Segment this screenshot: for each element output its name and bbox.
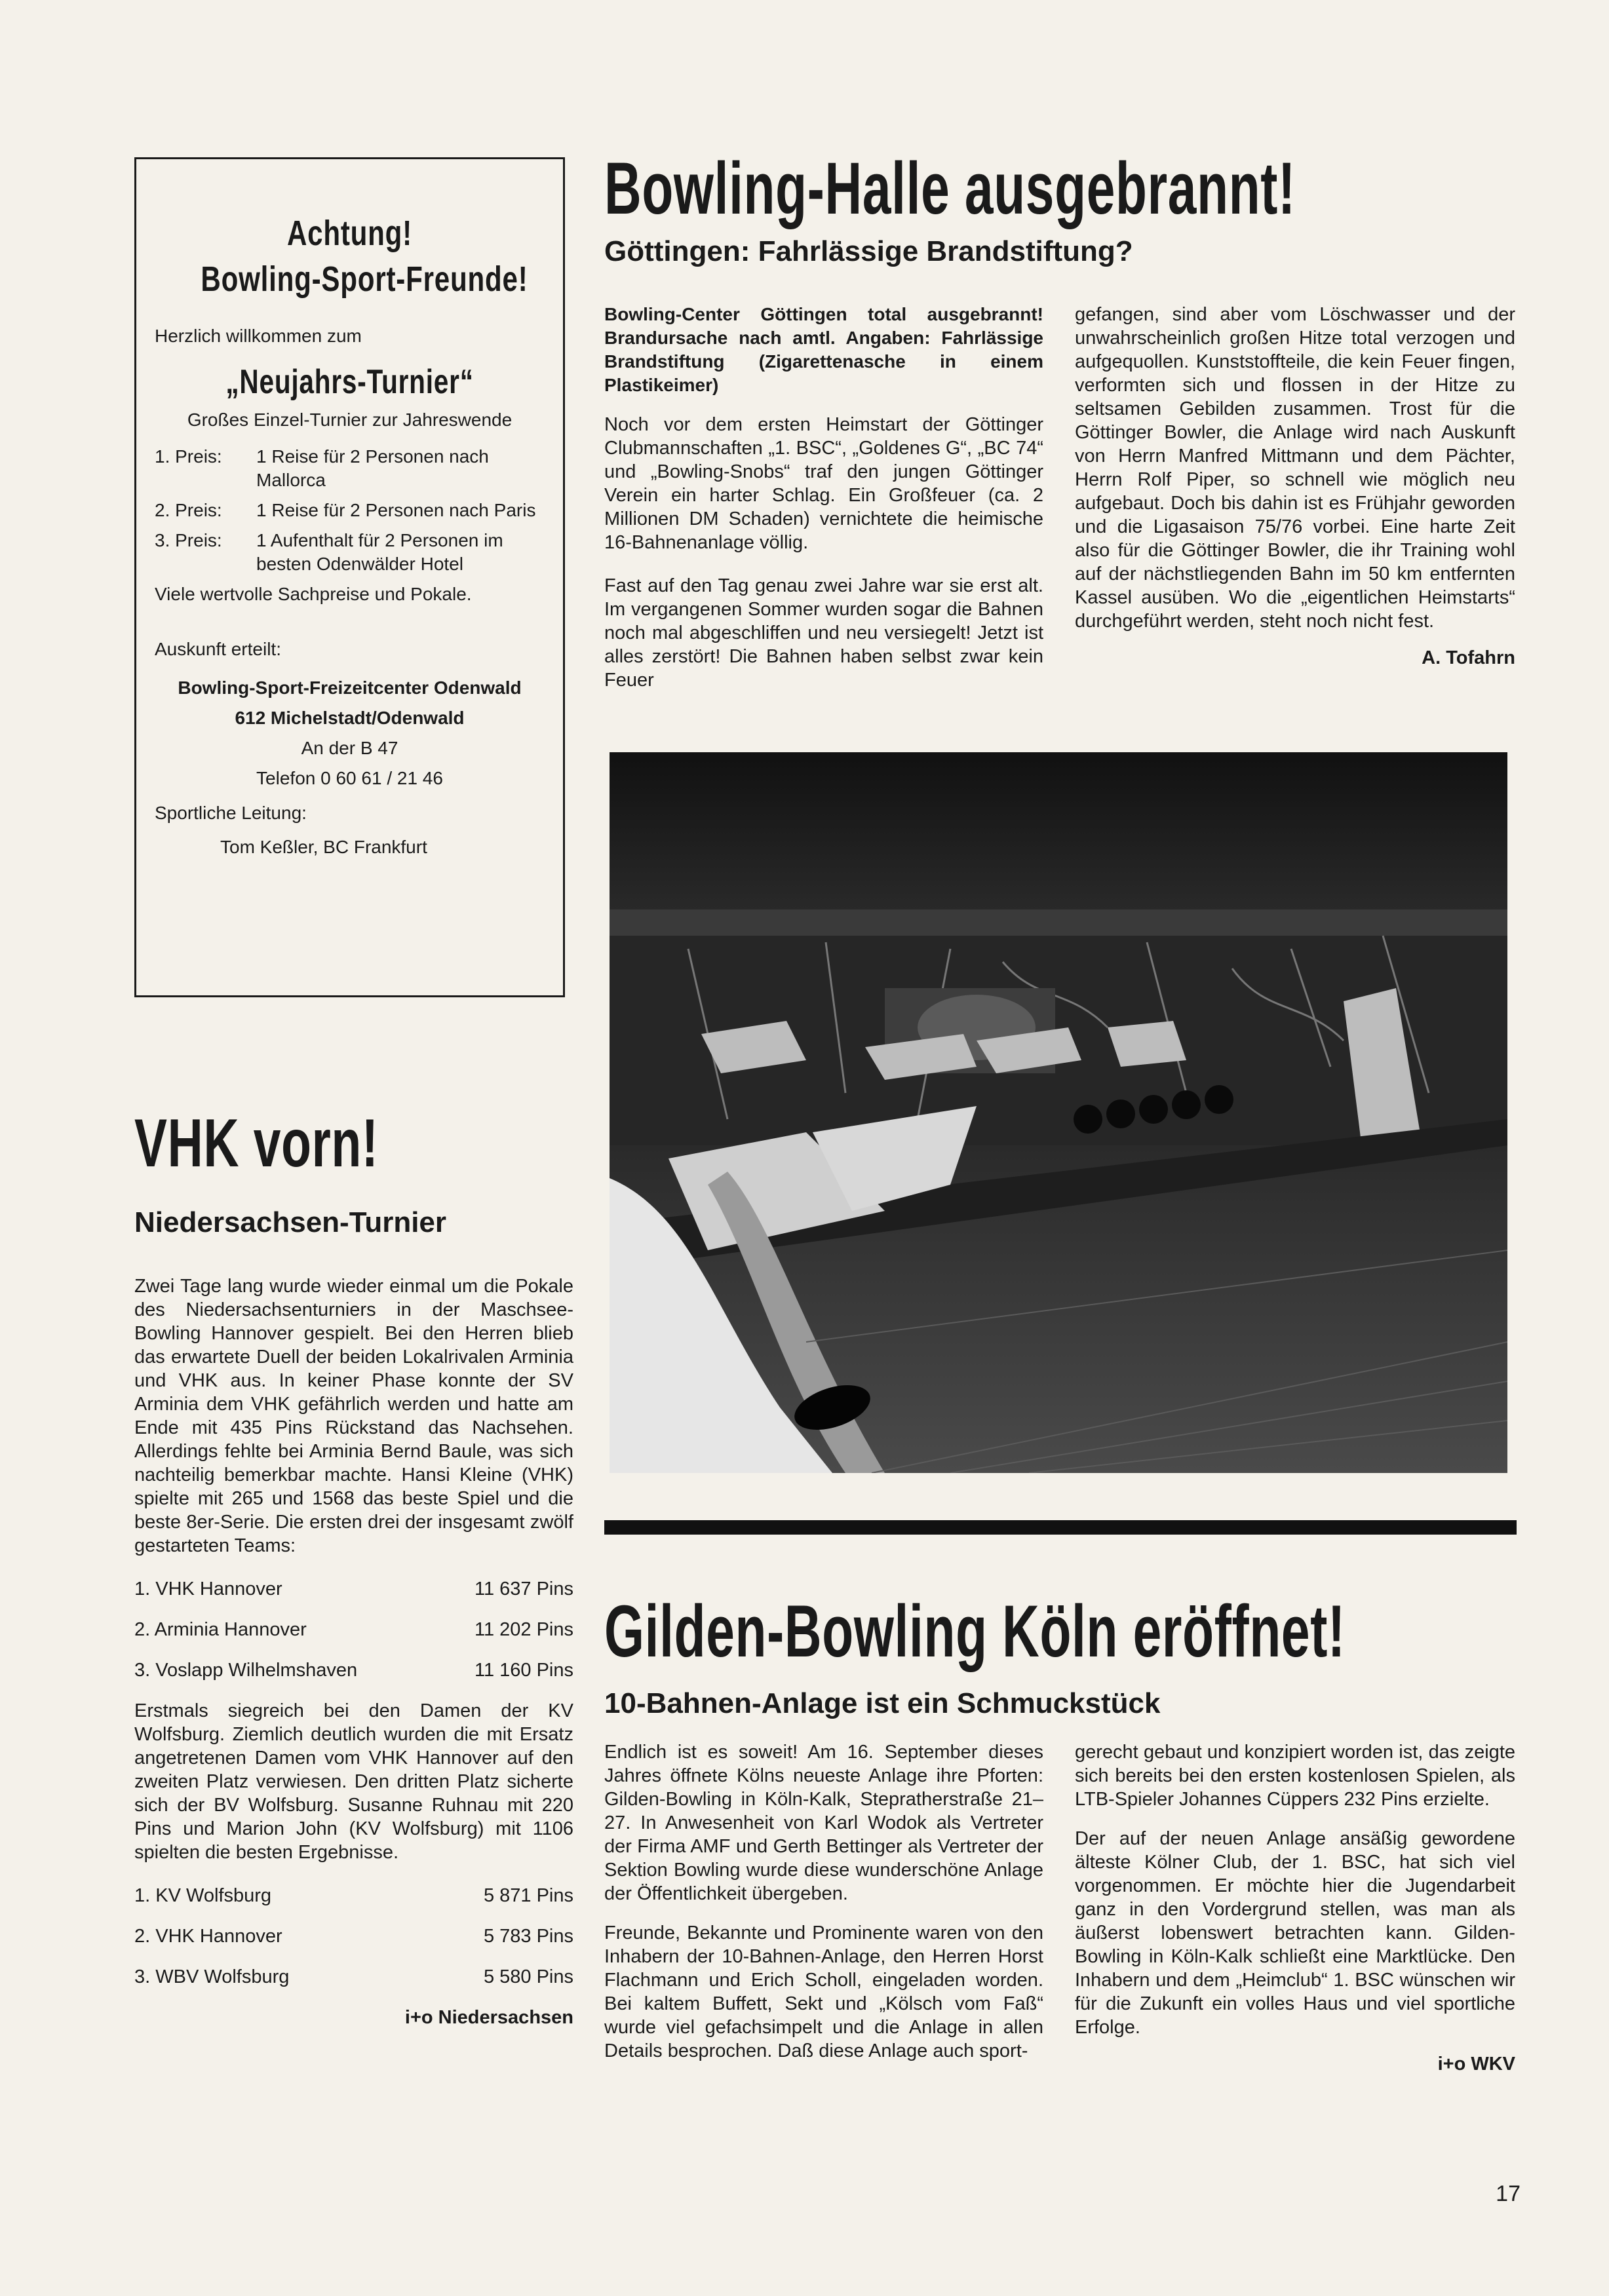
prize-label: 3. Preis: (155, 530, 222, 550)
result-team: 2. Arminia Hannover (134, 1619, 307, 1640)
ad-info-phone: Telefon 0 60 61 / 21 46 (256, 768, 443, 788)
article-vhk-subhead: Niedersachsen-Turnier (134, 1206, 447, 1238)
result-pins: 11 202 Pins (474, 1619, 573, 1640)
article-fire-column-1 (604, 303, 1043, 692)
result-pins: 11 160 Pins (474, 1660, 573, 1681)
article-fire-author: A. Tofahrn (1422, 647, 1515, 668)
result-team: 1. KV Wolfsburg (134, 1885, 272, 1906)
ad-info-label: Auskunft erteilt: (155, 639, 281, 659)
article-koeln-paragraph: Endlich ist es soweit! Am 16. September dieses Jahres öffnete Kölns neueste Anlage ihre Pforten: Gilden-Bowling in Köln-Kalk, Stepratherstraße 21–27. In Anwesenheit von Karl Wodok als Vertreter der Firma AMF und Gerth Bettinger als Vertreter der Sektion Bowling wurde diese wunderschöne Anlage der Öffentlichkeit übergeben. (604, 1742, 1043, 1904)
table-row (134, 1924, 573, 1948)
article-vhk-source: i+o Niedersachsen (404, 2007, 573, 2028)
article-vhk-paragraph: Zwei Tage lang wurde wieder einmal um die Pokale des Niedersachsenturniers in der Maschsee-Bowling Hannover gespielt. Bei den Herren blieb das erwartete Duell der beiden Lokalrivalen Arminia und VHK aus. In keiner Phase konnte der SV Arminia dem VHK gefährlich werden und hatte am Ende mit 435 Pins Rückstand das Nachsehen. Allerdings fehlte bei Arminia Bernd Baule, was sich nachteilig bemerkbar machte. Hansi Kleine (VHK) spielte mit 265 und 1568 das beste Spiel und die beste 8er-Serie. Die ersten drei der insgesamt zwölf gestarteten Teams: (134, 1276, 573, 1556)
result-team: 2. VHK Hannover (134, 1926, 282, 1947)
article-koeln-subhead: 10-Bahnen-Anlage ist ein Schmuckstück (604, 1687, 1161, 1719)
page-title: Bowling-Halle ausgebrannt! (604, 147, 1296, 229)
prize-item (155, 445, 545, 492)
article-koeln-paragraph: gerecht gebaut und konzipiert worden ist, das zeigte sich bereits bei den ersten kostenlosen Spielen, als LTB-Spieler Johannes Cüppers 232 Pins erzielte. (1075, 1742, 1515, 1810)
ad-prize-list (155, 445, 545, 576)
ad-contact-block (155, 673, 545, 794)
article-vhk-paragraph: Erstmals siegreich bei den Damen der KV Wolfsburg. Ziemlich deutlich wurden die mit Ersatz angetretenen Damen vom VHK Hannover auf den zweiten Platz verwiesen. Den dritten Platz sicherte sich der BV Wolfsburg. Susanne Ruhnau mit 220 Pins und Marion John (KV Wolfsburg) mit 1106 spielten die besten Ergebnisse. (134, 1700, 573, 1863)
ad-headline-1: Achtung! (286, 214, 413, 253)
ad-headline-2: Bowling-Sport-Freunde! (201, 259, 528, 299)
article-koeln-paragraph: Freunde, Bekannte und Prominente waren von den Inhabern der 10-Bahnen-Anlage, den Herren Horst Flachmann und Erich Scholl, eingeladen worden. Bei kaltem Buffett, Sekt und „Kölsch vom Faß“ wurde viel gefachsimpelt und die Anlage in allen Details besprochen. Daß diese Anlage auch sport- (604, 1923, 1043, 2061)
ad-extras: Viele wertvolle Sachpreise und Pokale. (155, 584, 472, 604)
ad-info-name: Bowling-Sport-Freizeitcenter Odenwald (178, 678, 522, 698)
article-fire-lead: Bowling-Center Göttingen total ausgebrannt! Brandursache nach amtl. Angaben: Fahrlässige Brandstiftung (Zigarettenasche in einem Plastikeimer) (604, 304, 1043, 395)
article-koeln-paragraph: Der auf der neuen Anlage ansäßig gewordene älteste Kölner Club, der 1. BSC, hat sich viel vorgenommen. Er möchte hier die Jugendarbeit ganz in den Vordergrund stellen, was man als äußerst lobenswert betrachten kann. Gilden-Bowling in Köln-Kalk schließt eine Marktlücke. Den Inhabern und dem „Heimclub“ 1. BSC wünschen wir für die Zukunft ein volles Haus und viel sportliche Erfolge. (1075, 1828, 1515, 2038)
prize-text: 1 Reise für 2 Personen nach Paris (256, 500, 536, 520)
results-men-table (134, 1577, 573, 1682)
ad-lead-name: Tom Keßler, BC Frankfurt (220, 837, 427, 857)
table-row (134, 1658, 573, 1682)
article-fire-paragraph: Fast auf den Tag genau zwei Jahre war sie erst alt. Im vergangenen Sommer wurden sogar die Bahnen noch mal abgeschliffen und neu versiegelt! Jetzt ist alles zerstört! Die Bahnen haben selbst zwar kein Feuer (604, 575, 1043, 691)
article-fire-column-2 (1075, 303, 1515, 670)
article-fire-paragraph: Noch vor dem ersten Heimstart der Göttinger Clubmannschaften „1. BSC“, „Goldenes G“, „BC 74“ und „Bowling-Snobs“ traf den jungen Göttinger Verein ein harter Schlag. Ein Großfeuer (ca. 2 Millionen DM Schaden) vernichtete die heimische 16-Bahnenanlage völlig. (604, 414, 1043, 553)
prize-label: 2. Preis: (155, 500, 222, 520)
table-row (134, 1884, 573, 1907)
result-pins: 5 580 Pins (483, 1966, 573, 1987)
article-koeln-column-2 (1075, 1740, 1515, 2076)
advertisement-box (134, 157, 565, 997)
table-row (134, 1618, 573, 1641)
result-pins: 5 871 Pins (483, 1885, 573, 1906)
prize-text: 1 Reise für 2 Personen nach Mallorca (256, 446, 489, 490)
article-koeln-column-1 (604, 1740, 1043, 2063)
prize-item (155, 529, 545, 576)
ad-welcome: Herzlich willkommen zum (155, 326, 362, 346)
result-team: 3. Voslapp Wilhelmshaven (134, 1660, 358, 1681)
ad-event-title: „Neujahrs-Turnier“ (225, 363, 474, 401)
results-women-table (134, 1884, 573, 1989)
prize-label: 1. Preis: (155, 446, 222, 467)
ad-info-city: 612 Michelstadt/Odenwald (235, 708, 465, 728)
result-pins: 5 783 Pins (483, 1926, 573, 1947)
ad-lead-label: Sportliche Leitung: (155, 803, 307, 823)
ad-info-street: An der B 47 (301, 738, 398, 758)
result-team: 3. WBV Wolfsburg (134, 1966, 290, 1987)
prize-item (155, 499, 545, 522)
table-row (134, 1577, 573, 1601)
table-row (134, 1965, 573, 1989)
article-fire-paragraph: gefangen, sind aber vom Löschwasser und der unwahrscheinlich großen Hitze total verzogen und aufgequollen. Kunststoffteile, die kein Feuer fingen, verformten sich und flossen in der Hitze zu seltsamen Gebilden zusammen. Trost für die Göttinger Bowler, die Anlage wird nach Auskunft von Herrn Manfred Mittmann und dem Pächter, Herrn Rolf Piper, so schnell wie möglich neu aufgebaut. Doch bis dahin ist es Frühjahr geworden und die Ligasaison 75/76 vorbei. Eine harte Zeit also für die Göttinger Bowler, die ihr Training wohl auf der nächstliegenden Bahn im 50 km entfernten Kassel ausüben. Wo die „eigentlichen Heimstarts“ durchgeführt werden, steht noch nicht fest. (1075, 304, 1515, 632)
ad-subtitle: Großes Einzel-Turnier zur Jahreswende (187, 410, 513, 430)
result-pins: 11 637 Pins (474, 1578, 573, 1599)
page-number: 17 (1496, 2181, 1521, 2206)
section-divider (604, 1520, 1517, 1535)
article-koeln-headline: Gilden-Bowling Köln eröffnet! (604, 1590, 1346, 1672)
article-vhk-headline: VHK vorn! (134, 1105, 379, 1181)
burned-hall-photo (610, 752, 1507, 1473)
burned-hall-photo-illustration (610, 752, 1507, 1473)
article-vhk-body (134, 1274, 573, 2029)
article-fire-subhead: Göttingen: Fahrlässige Brandstiftung? (604, 235, 1133, 267)
prize-text: 1 Aufenthalt für 2 Personen im besten Odenwälder Hotel (256, 530, 503, 574)
article-fire-headline (604, 149, 1522, 228)
article-koeln-source: i+o WKV (1437, 2054, 1515, 2075)
result-team: 1. VHK Hannover (134, 1578, 282, 1599)
